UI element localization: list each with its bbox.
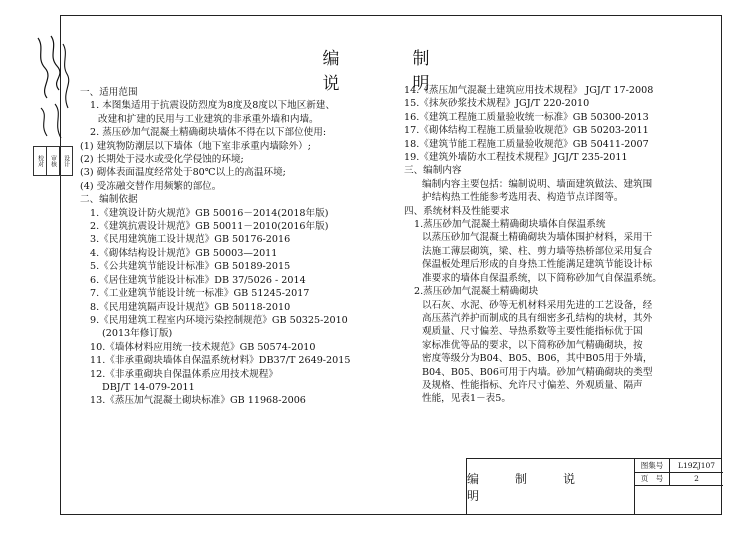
text-line: (1) 建筑物防潮层以下墙体（地下室非承重内墙除外）;: [80, 140, 311, 152]
text-line: 编制内容主要包括：编制说明、墙面建筑做法、建筑围: [422, 178, 653, 190]
right-column: [404, 84, 722, 406]
text-line: 2.蒸压砂加气混凝土精确砌块: [414, 286, 539, 298]
text-line: 三、编制内容: [404, 165, 462, 177]
signature-icon: [33, 28, 73, 146]
text-line: 观质量、尺寸偏差、导热系数等主要性能指标优于国: [422, 326, 643, 338]
text-line: 18.《建筑节能工程施工质量验收规范》GB 50411-2007: [404, 138, 649, 150]
text-line: 9.《民用建筑工程室内环境污染控制规范》GB 50325-2010: [90, 314, 348, 326]
text-line: 改建和扩建的民用与工业建筑的非承重外墙和内墙。: [98, 113, 319, 125]
text-line: 15.《抹灰砂浆技术规程》JGJ/T 220-2010: [404, 98, 590, 110]
text-line: 密度等级分为B04、B05、B06，其中B05用于外墙，: [422, 353, 653, 365]
sidebar-cell: 审核: [47, 147, 60, 175]
text-line: 家标准优等品的要求，以下简称砂加气精确砌块，按: [422, 339, 643, 351]
text-line: 法施工薄层砌筑，梁、柱、剪力墙等热桥部位采用复合: [422, 245, 653, 257]
text-line: DBJ/T 14-079-2011: [102, 381, 195, 393]
text-line: B04、B05、B06可用于内墙。砂加气精确砌块的类型: [422, 366, 653, 378]
text-line: 11.《非承重砌块墙体自保温系统材料》DB37/T 2649-2015: [90, 355, 351, 367]
text-line: 19.《建筑外墙防水工程技术规程》JGJ/T 235-2011: [404, 152, 628, 164]
sidebar-cell: 设计: [62, 155, 70, 167]
text-line: 1. 本图集适用于抗震设防烈度为8度及8度以下地区新建、: [90, 100, 336, 112]
text-line: 四、系统材料及性能要求: [404, 205, 510, 217]
text-line: (2) 长期处于浸水或受化学侵蚀的环境;: [80, 154, 244, 166]
text-line: 高压蒸汽养护而制成的具有细密多孔结构的块材，其外: [422, 312, 653, 324]
text-line: 1.《建筑设计防火规范》GB 50016－2014(2018年版): [90, 207, 329, 219]
text-line: 护结构热工性能参考选用表、构造节点详图等。: [422, 192, 624, 204]
text-line: 性能，见表1－表5。: [422, 393, 511, 405]
text-line: 13.《蒸压加气混凝土砌块标准》GB 11968-2006: [90, 395, 306, 407]
sidebar-grid: [33, 146, 73, 176]
sidebar-cell: 校对: [34, 147, 47, 175]
text-line: 14.《蒸压加气混凝土建筑应用技术规程》 JGJ/T 17-2008: [404, 85, 654, 96]
page-number-label: 页 号: [635, 472, 670, 485]
page-number-row: [635, 472, 723, 486]
title-block-title: 编 制 说 明: [467, 459, 635, 515]
title-block: [466, 458, 722, 515]
page-number-value: 2: [694, 474, 699, 483]
text-line: 保温板处理后形成的自身热工性能满足建筑节能设计标: [422, 259, 653, 271]
atlas-number-row: [635, 459, 723, 473]
text-line: 8.《民用建筑隔声设计规范》GB 50118-2010: [90, 301, 291, 313]
text-line: 16.《建筑工程施工质量验收统一标准》GB 50300-2013: [404, 111, 649, 123]
text-line: (4) 受冻融交替作用频繁的部位。: [80, 180, 222, 192]
text-line: 以石灰、水泥、砂等无机材料采用先进的工艺设备，经: [422, 299, 653, 311]
text-line: 2. 蒸压砂加气混凝土精确砌块墙体不得在以下部位使用:: [90, 127, 327, 139]
text-line: 二、编制依据: [80, 194, 138, 206]
atlas-number-value: L19ZJ107: [677, 461, 716, 470]
signature-sidebar: [33, 28, 73, 176]
text-line: 4.《砌体结构设计规范》GB 50003—2011: [90, 247, 278, 259]
text-line: 准要求的墙体自保温系统，以下简称砂加气自保温系统。: [422, 272, 662, 284]
text-line: 3.《民用建筑施工设计规范》GB 50176-2016: [90, 234, 291, 246]
text-line: 7.《工业建筑节能设计统一标准》GB 51245-2017: [90, 288, 310, 300]
left-column: [80, 86, 398, 408]
text-line: 2.《建筑抗震设计规范》GB 50011－2010(2016年版): [90, 221, 329, 233]
text-line: 17.《砌体结构工程施工质量验收规范》GB 50203-2011: [404, 125, 649, 137]
text-line: 6.《居住建筑节能设计标准》DB 37/5026 - 2014: [90, 274, 306, 286]
text-line: 12.《非承重砌块自保温体系应用技术规程》: [90, 368, 278, 380]
text-line: (2013年修订版): [102, 328, 173, 340]
text-line: 以蒸压砂加气混凝土精确砌块为墙体围护材料，采用干: [422, 232, 653, 244]
text-line: 及规格、性能指标、允许尺寸偏差、外观质量、隔声: [422, 379, 643, 391]
page-title: 编 制 说 明: [322, 49, 503, 94]
text-line: 5.《公共建筑节能设计标准》GB 50189-2015: [90, 261, 291, 273]
atlas-number-label: 图集号: [635, 459, 670, 472]
text-line: 一、适用范围: [80, 87, 138, 98]
text-line: (3) 砌体表面温度经常处于80℃以上的高温环境;: [80, 167, 286, 179]
text-line: 1.蒸压砂加气混凝土精确砌块墙体自保温系统: [414, 219, 606, 231]
text-line: 10.《墙体材料应用统一技术规范》GB 50574-2010: [90, 341, 316, 353]
